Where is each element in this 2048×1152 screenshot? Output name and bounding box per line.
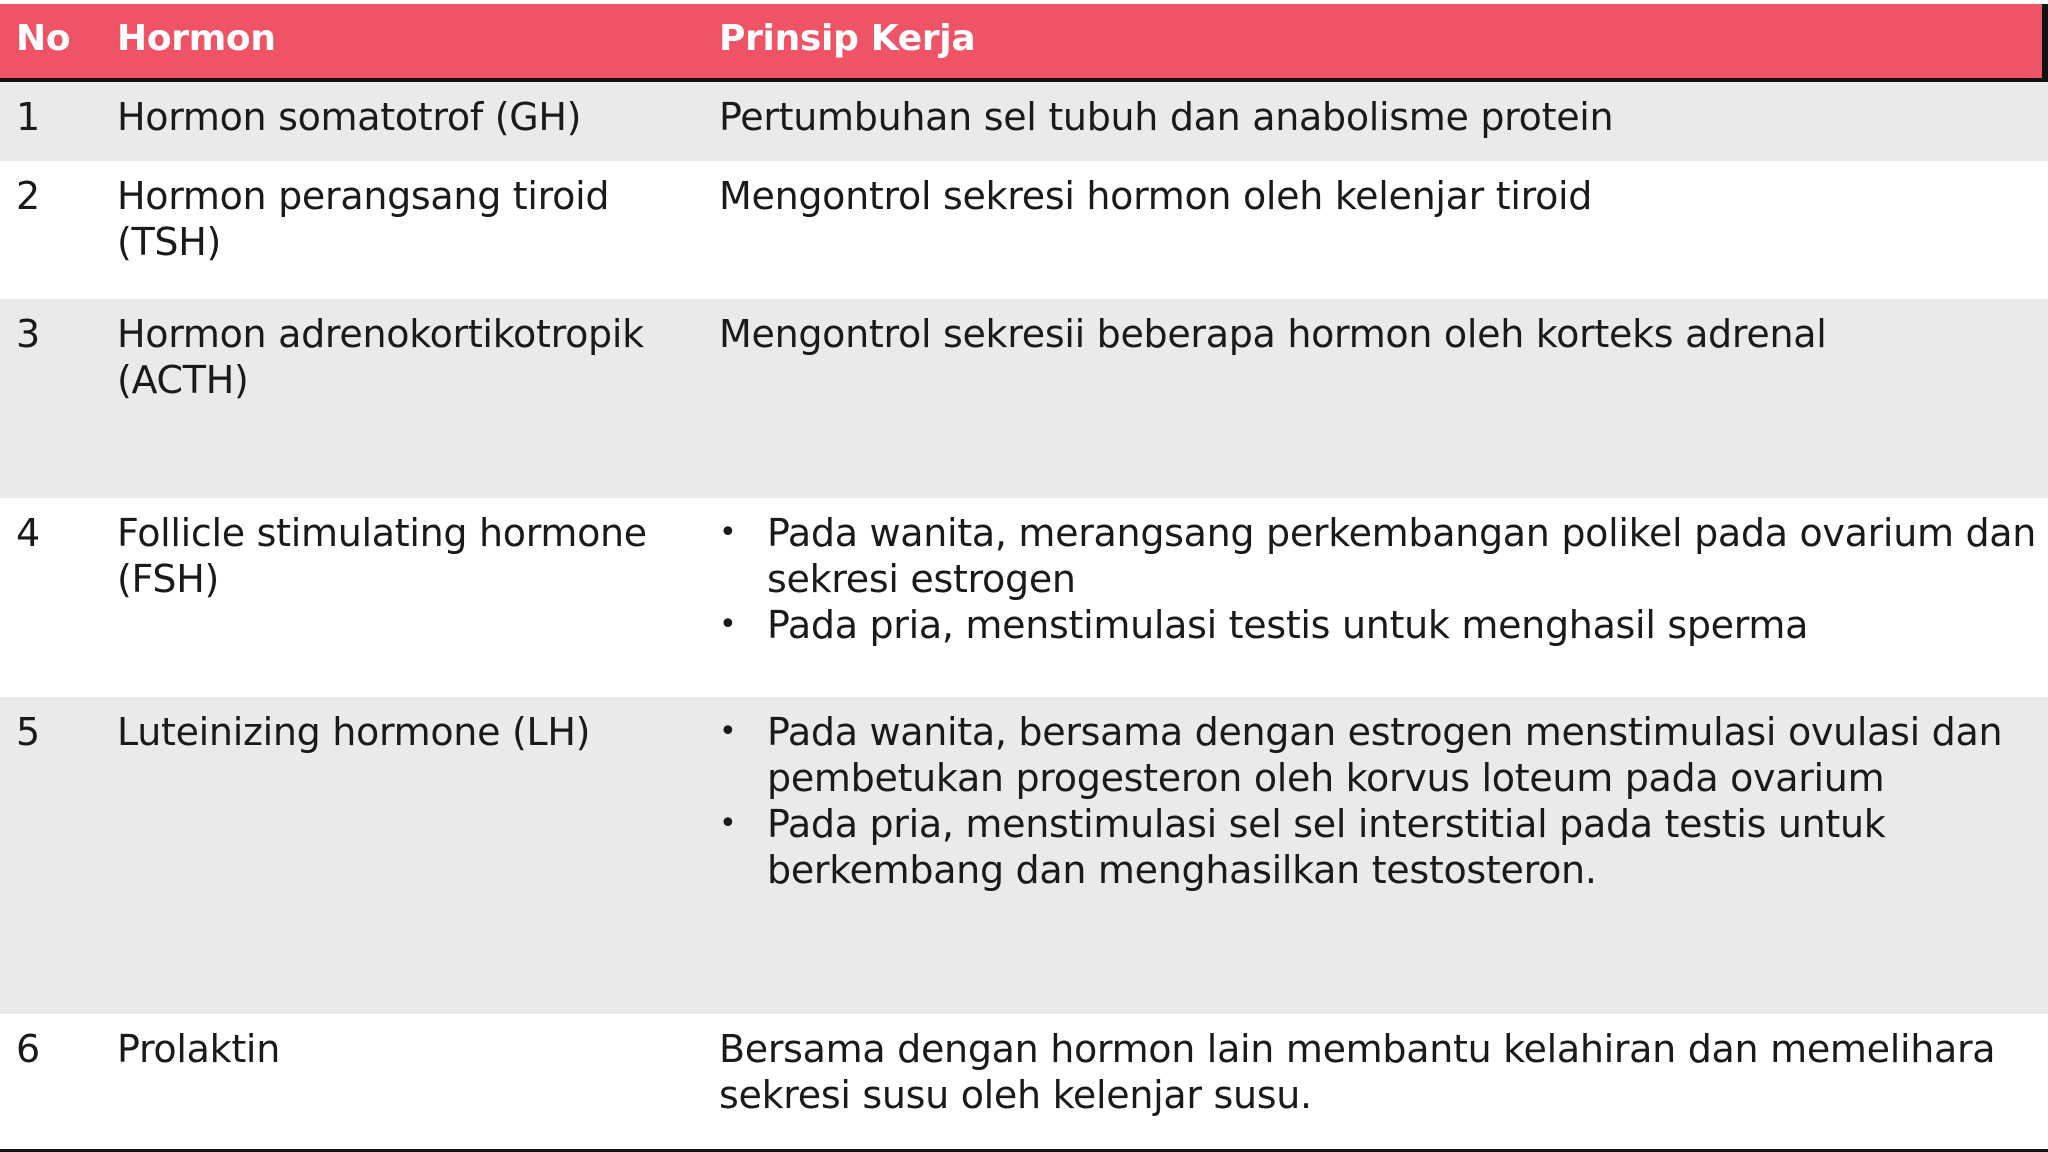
row-number: 4 xyxy=(16,511,40,555)
hormone-table xyxy=(0,4,2048,1152)
table-row xyxy=(0,82,2048,161)
working-principle: Mengontrol sekresii beberapa hormon oleh korteks adrenal xyxy=(719,312,1827,356)
row-number: 2 xyxy=(16,174,40,218)
table-header xyxy=(0,4,2048,82)
row-number: 3 xyxy=(16,312,40,356)
header-right-edge xyxy=(2042,4,2048,82)
hormone-name: Follicle stimulating hormone (FSH) xyxy=(117,511,647,601)
table-row xyxy=(0,498,2048,697)
row-number: 5 xyxy=(16,710,40,754)
header-prinsip: Prinsip Kerja xyxy=(719,18,976,59)
header-no: No xyxy=(16,18,71,59)
table-row xyxy=(0,299,2048,498)
working-principle: Mengontrol sekresi hormon oleh kelenjar tiroid xyxy=(719,174,1593,218)
hormone-name: Luteinizing hormone (LH) xyxy=(117,710,591,754)
header-hormon: Hormon xyxy=(117,18,276,59)
table-row xyxy=(0,161,2048,299)
working-principle: Bersama dengan hormon lain membantu kelahiran dan memelihara sekresi susu oleh kelenjar susu. xyxy=(719,1027,1996,1117)
principle-bullet: • Pada pria, menstimulasi testis untuk menghasil sperma xyxy=(719,602,2038,648)
principle-bullet-list xyxy=(719,709,2038,893)
hormone-name: Hormon perangsang tiroid (TSH) xyxy=(117,174,610,264)
row-number: 6 xyxy=(16,1027,40,1071)
principle-bullet: • Pada wanita, merangsang perkembangan polikel pada ovarium dan sekresi estrogen xyxy=(719,510,2038,602)
hormone-name: Hormon adrenokortikotropik (ACTH) xyxy=(117,312,644,402)
principle-bullet-list xyxy=(719,510,2038,648)
table-row xyxy=(0,1014,2048,1152)
working-principle: Pertumbuhan sel tubuh dan anabolisme protein xyxy=(719,95,1614,139)
hormone-name: Prolaktin xyxy=(117,1027,280,1071)
hormone-name: Hormon somatotrof (GH) xyxy=(117,95,582,139)
working-principle xyxy=(719,498,2048,697)
principle-bullet: • Pada pria, menstimulasi sel sel interstitial pada testis untuk berkembang dan menghasilkan testosteron. xyxy=(719,801,2038,893)
table-row xyxy=(0,697,2048,1014)
working-principle xyxy=(719,697,2048,1014)
principle-bullet: • Pada wanita, bersama dengan estrogen menstimulasi ovulasi dan pembetukan progesteron oleh korvus loteum pada ovarium xyxy=(719,709,2038,801)
row-number: 1 xyxy=(16,95,40,139)
